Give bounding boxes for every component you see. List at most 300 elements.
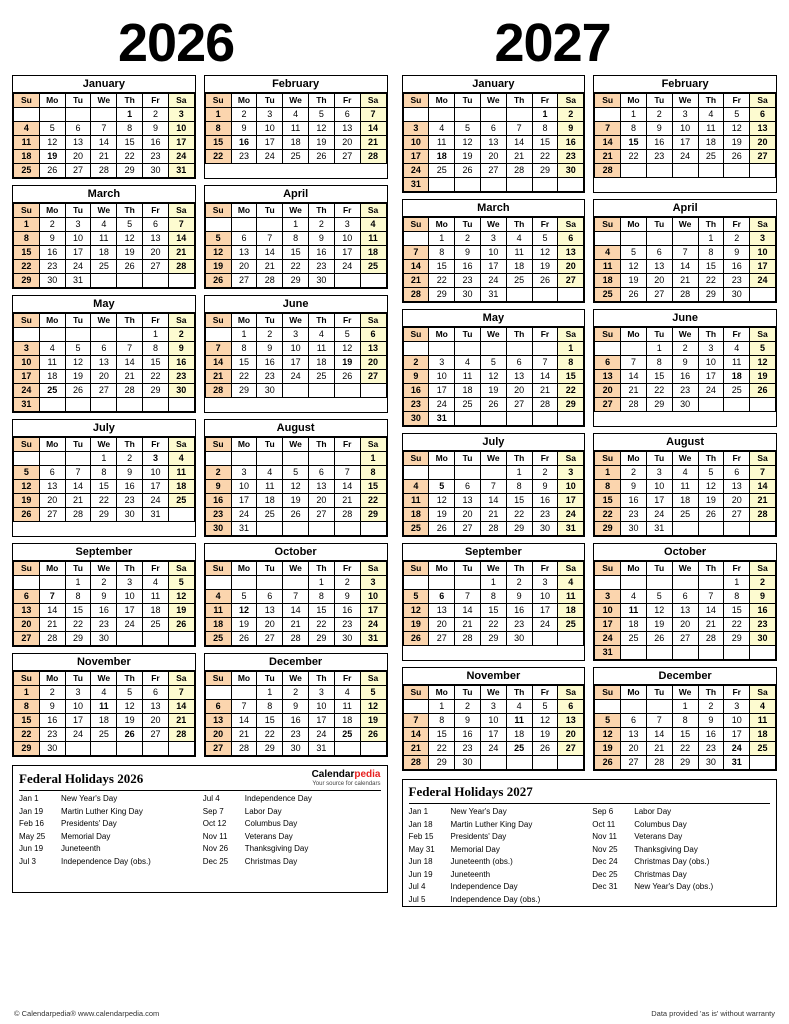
day-cell: 3 [257, 108, 283, 122]
day-cell-empty [309, 452, 335, 466]
holiday-item [19, 831, 197, 844]
day-cell-empty [455, 342, 481, 356]
weekday-header-sa: Sa [168, 438, 194, 452]
day-cell: 23 [39, 728, 65, 742]
holidays-title: Federal Holidays 2026 [19, 771, 144, 787]
day-cell: 29 [231, 384, 257, 398]
month-january-2026 [12, 75, 196, 179]
day-cell: 4 [698, 108, 724, 122]
day-cell: 14 [621, 370, 647, 384]
day-cell: 28 [205, 384, 231, 398]
day-cell: 10 [480, 714, 506, 728]
day-cell-empty [257, 522, 283, 536]
holidays-header [409, 784, 771, 800]
month-may-2027 [402, 309, 586, 427]
weekday-header-sa: Sa [360, 204, 386, 218]
months-grid-2027 [402, 75, 778, 771]
weekday-header-sa: Sa [750, 328, 776, 342]
holiday-item [409, 831, 587, 844]
holidays-column-right [203, 793, 381, 868]
weekday-header-su: Su [595, 452, 621, 466]
day-cell-empty [257, 452, 283, 466]
month-november-2027 [402, 667, 586, 771]
day-cell-empty [168, 274, 194, 288]
day-cell: 2 [231, 108, 257, 122]
day-cell: 24 [646, 508, 672, 522]
day-cell: 30 [750, 632, 776, 646]
month-table [403, 561, 585, 646]
day-cell: 30 [698, 756, 724, 770]
day-cell-empty [429, 466, 455, 480]
day-cell: 5 [309, 108, 335, 122]
weekday-header-fr: Fr [724, 562, 750, 576]
day-cell: 25 [257, 508, 283, 522]
day-cell: 7 [205, 342, 231, 356]
day-cell: 22 [143, 370, 169, 384]
weekday-header-we: We [672, 562, 698, 576]
day-cell: 11 [595, 260, 621, 274]
month-table [205, 671, 387, 756]
day-cell: 17 [117, 604, 143, 618]
day-cell: 29 [143, 384, 169, 398]
day-cell-empty [750, 646, 776, 660]
weekday-header-fr: Fr [143, 438, 169, 452]
day-cell: 19 [39, 150, 65, 164]
day-cell: 10 [334, 232, 360, 246]
day-cell-empty [672, 232, 698, 246]
month-name: October [205, 544, 387, 561]
day-cell: 9 [506, 590, 532, 604]
holiday-item [203, 793, 381, 806]
weekday-header-tu: Tu [646, 328, 672, 342]
day-cell: 21 [698, 618, 724, 632]
holiday-date: May 31 [408, 844, 435, 854]
day-cell: 14 [698, 604, 724, 618]
day-cell: 20 [595, 384, 621, 398]
day-cell: 6 [65, 122, 91, 136]
holiday-item [203, 831, 381, 844]
weekday-header-su: Su [595, 218, 621, 232]
day-cell: 21 [750, 494, 776, 508]
day-cell: 12 [455, 136, 481, 150]
month-january-2027 [402, 75, 586, 193]
weekday-header-tu: Tu [65, 204, 91, 218]
day-cell: 8 [595, 480, 621, 494]
day-cell-empty [480, 108, 506, 122]
day-cell: 11 [506, 714, 532, 728]
month-name: January [403, 76, 585, 93]
weekday-header-tu: Tu [455, 686, 481, 700]
day-cell: 3 [724, 700, 750, 714]
weekday-header-tu: Tu [646, 686, 672, 700]
weekday-header-su: Su [403, 94, 429, 108]
weekday-header-we: We [480, 562, 506, 576]
weekday-header-sa: Sa [558, 94, 584, 108]
day-cell: 2 [455, 232, 481, 246]
day-cell: 27 [39, 508, 65, 522]
day-cell: 10 [143, 466, 169, 480]
day-cell-empty [65, 452, 91, 466]
day-cell: 27 [672, 632, 698, 646]
day-cell: 27 [558, 274, 584, 288]
day-cell: 30 [143, 164, 169, 178]
holiday-item [203, 818, 381, 831]
day-cell: 23 [403, 398, 429, 412]
holiday-item [592, 856, 770, 869]
day-cell-empty [646, 646, 672, 660]
day-cell: 18 [429, 150, 455, 164]
day-cell: 21 [506, 150, 532, 164]
day-cell: 12 [646, 604, 672, 618]
holiday-date: Nov 11 [202, 831, 228, 841]
day-cell: 28 [283, 632, 309, 646]
day-cell: 6 [646, 246, 672, 260]
day-cell: 26 [532, 274, 558, 288]
holiday-name: Independence Day [244, 794, 312, 804]
day-cell-empty [750, 398, 776, 412]
day-cell: 24 [143, 494, 169, 508]
day-cell: 26 [205, 274, 231, 288]
day-cell: 12 [532, 246, 558, 260]
day-cell: 13 [39, 480, 65, 494]
day-cell: 30 [621, 522, 647, 536]
day-cell-empty [480, 756, 506, 770]
day-cell: 8 [283, 232, 309, 246]
months-grid-2026 [12, 75, 388, 757]
day-cell: 7 [360, 108, 386, 122]
month-table [403, 685, 585, 770]
day-cell: 27 [506, 398, 532, 412]
day-cell: 7 [91, 122, 117, 136]
day-cell: 28 [532, 398, 558, 412]
day-cell: 11 [621, 604, 647, 618]
day-cell-empty [91, 274, 117, 288]
weekday-header-we: We [283, 562, 309, 576]
day-cell: 1 [506, 466, 532, 480]
day-cell: 20 [65, 150, 91, 164]
day-cell: 10 [117, 590, 143, 604]
day-cell-empty [455, 108, 481, 122]
day-cell-empty [724, 398, 750, 412]
weekday-header-sa: Sa [168, 94, 194, 108]
day-cell: 25 [91, 260, 117, 274]
day-cell: 6 [257, 590, 283, 604]
day-cell: 8 [309, 590, 335, 604]
weekday-header-mo: Mo [231, 562, 257, 576]
month-table [403, 217, 585, 302]
day-cell: 11 [14, 136, 40, 150]
day-cell: 23 [558, 150, 584, 164]
weekday-header-sa: Sa [168, 562, 194, 576]
day-cell: 15 [698, 260, 724, 274]
month-name: September [13, 544, 195, 561]
day-cell: 11 [455, 370, 481, 384]
day-cell: 18 [698, 136, 724, 150]
day-cell-empty [750, 164, 776, 178]
day-cell: 7 [672, 246, 698, 260]
holiday-name: Columbus Day [244, 819, 298, 829]
day-cell: 8 [14, 232, 40, 246]
weekday-header-sa: Sa [360, 562, 386, 576]
day-cell: 14 [257, 246, 283, 260]
weekday-header-mo: Mo [39, 94, 65, 108]
day-cell: 26 [698, 508, 724, 522]
weekday-header-fr: Fr [724, 452, 750, 466]
day-cell-empty [558, 632, 584, 646]
day-cell: 29 [429, 288, 455, 302]
day-cell-empty [14, 452, 40, 466]
day-cell-empty [672, 522, 698, 536]
day-cell-empty [480, 342, 506, 356]
day-cell: 30 [257, 384, 283, 398]
day-cell: 19 [724, 136, 750, 150]
day-cell: 20 [455, 508, 481, 522]
brand-name-2: pedia [354, 769, 381, 781]
day-cell: 11 [283, 122, 309, 136]
month-name: January [13, 76, 195, 93]
day-cell: 17 [646, 494, 672, 508]
day-cell: 29 [14, 742, 40, 756]
holiday-name: Labor Day [634, 807, 672, 817]
day-cell: 23 [117, 494, 143, 508]
weekday-header-th: Th [698, 328, 724, 342]
day-cell-empty [750, 756, 776, 770]
day-cell-empty [205, 328, 231, 342]
day-cell: 15 [360, 480, 386, 494]
day-cell-empty [698, 576, 724, 590]
day-cell-empty [14, 328, 40, 342]
day-cell: 26 [532, 742, 558, 756]
day-cell: 13 [205, 714, 231, 728]
page-footer [0, 1009, 789, 1018]
holiday-item [409, 894, 587, 907]
day-cell: 2 [283, 686, 309, 700]
day-cell: 28 [168, 728, 194, 742]
day-cell: 20 [646, 274, 672, 288]
weekday-header-mo: Mo [39, 204, 65, 218]
day-cell: 15 [724, 604, 750, 618]
day-cell: 6 [231, 232, 257, 246]
weekday-header-su: Su [595, 686, 621, 700]
day-cell-empty [65, 398, 91, 412]
day-cell-empty [334, 274, 360, 288]
weekday-header-mo: Mo [429, 218, 455, 232]
weekday-header-sa: Sa [750, 562, 776, 576]
day-cell: 6 [455, 480, 481, 494]
day-cell: 3 [231, 466, 257, 480]
day-cell: 19 [14, 494, 40, 508]
day-cell: 26 [403, 632, 429, 646]
day-cell-empty [506, 756, 532, 770]
day-cell: 8 [558, 356, 584, 370]
weekday-header-mo: Mo [231, 204, 257, 218]
day-cell-empty [168, 508, 194, 522]
weekday-header-we: We [283, 314, 309, 328]
weekday-header-fr: Fr [724, 94, 750, 108]
day-cell-empty [532, 412, 558, 426]
weekday-header-we: We [480, 328, 506, 342]
day-cell: 3 [360, 576, 386, 590]
day-cell: 21 [168, 714, 194, 728]
day-cell: 12 [403, 604, 429, 618]
day-cell: 25 [403, 522, 429, 536]
day-cell: 29 [595, 522, 621, 536]
day-cell: 7 [39, 590, 65, 604]
day-cell: 29 [698, 288, 724, 302]
day-cell: 10 [65, 232, 91, 246]
day-cell: 9 [455, 714, 481, 728]
day-cell: 17 [672, 136, 698, 150]
holiday-name: Juneteenth [61, 844, 101, 854]
weekday-header-mo: Mo [39, 562, 65, 576]
day-cell-empty [480, 412, 506, 426]
day-cell: 1 [14, 218, 40, 232]
day-cell: 31 [309, 742, 335, 756]
weekday-header-fr: Fr [532, 686, 558, 700]
weekday-header-we: We [91, 204, 117, 218]
day-cell: 11 [168, 466, 194, 480]
holiday-date: Dec 31 [592, 882, 618, 892]
weekday-header-fr: Fr [334, 562, 360, 576]
day-cell: 8 [724, 590, 750, 604]
weekday-header-th: Th [309, 314, 335, 328]
day-cell: 11 [698, 122, 724, 136]
day-cell: 11 [429, 136, 455, 150]
day-cell: 23 [646, 150, 672, 164]
day-cell: 2 [39, 218, 65, 232]
day-cell: 8 [429, 714, 455, 728]
day-cell-empty [672, 576, 698, 590]
day-cell: 4 [143, 576, 169, 590]
holiday-date: Nov 26 [202, 844, 229, 854]
day-cell: 19 [455, 150, 481, 164]
year-titles [0, 0, 789, 75]
month-table [594, 93, 776, 178]
day-cell: 22 [91, 494, 117, 508]
day-cell: 18 [14, 150, 40, 164]
day-cell: 27 [231, 274, 257, 288]
day-cell: 31 [360, 632, 386, 646]
day-cell: 6 [480, 122, 506, 136]
day-cell: 7 [231, 700, 257, 714]
day-cell: 18 [506, 260, 532, 274]
day-cell: 21 [646, 742, 672, 756]
day-cell: 4 [558, 576, 584, 590]
weekday-header-we: We [91, 94, 117, 108]
day-cell: 7 [334, 466, 360, 480]
day-cell: 18 [168, 480, 194, 494]
brand-tagline: Your source for calendars [312, 780, 381, 787]
day-cell: 21 [334, 494, 360, 508]
day-cell: 3 [403, 122, 429, 136]
weekday-header-tu: Tu [65, 314, 91, 328]
day-cell: 16 [506, 604, 532, 618]
day-cell-empty [91, 742, 117, 756]
day-cell: 8 [205, 122, 231, 136]
day-cell-empty [205, 576, 231, 590]
day-cell-empty [117, 742, 143, 756]
day-cell-empty [750, 288, 776, 302]
weekday-header-sa: Sa [168, 672, 194, 686]
holidays-lists [19, 790, 381, 868]
day-cell: 21 [117, 370, 143, 384]
day-cell: 15 [429, 728, 455, 742]
day-cell: 19 [205, 260, 231, 274]
day-cell: 15 [283, 246, 309, 260]
holiday-item [19, 806, 197, 819]
day-cell: 15 [532, 136, 558, 150]
weekday-header-sa: Sa [360, 94, 386, 108]
holiday-date: Jul 3 [19, 856, 36, 866]
day-cell: 6 [143, 686, 169, 700]
day-cell: 17 [143, 480, 169, 494]
day-cell: 12 [39, 136, 65, 150]
weekday-header-we: We [283, 204, 309, 218]
day-cell: 22 [117, 150, 143, 164]
weekday-header-mo: Mo [621, 218, 647, 232]
day-cell: 12 [117, 232, 143, 246]
weekday-header-su: Su [403, 218, 429, 232]
day-cell: 8 [231, 342, 257, 356]
weekday-header-we: We [480, 452, 506, 466]
day-cell: 15 [65, 604, 91, 618]
day-cell: 31 [231, 522, 257, 536]
day-cell: 15 [309, 604, 335, 618]
weekday-header-th: Th [506, 452, 532, 466]
day-cell: 10 [309, 700, 335, 714]
day-cell-empty [231, 218, 257, 232]
month-june-2026 [204, 295, 388, 413]
year-title-right: 2027 [494, 13, 611, 73]
day-cell: 2 [91, 576, 117, 590]
day-cell: 10 [168, 122, 194, 136]
day-cell: 2 [646, 108, 672, 122]
day-cell: 9 [205, 480, 231, 494]
day-cell: 15 [480, 604, 506, 618]
day-cell-empty [231, 686, 257, 700]
day-cell: 9 [168, 342, 194, 356]
day-cell: 3 [480, 232, 506, 246]
day-cell: 2 [724, 232, 750, 246]
day-cell: 5 [14, 466, 40, 480]
day-cell: 21 [91, 150, 117, 164]
day-cell: 9 [334, 590, 360, 604]
day-cell: 19 [231, 618, 257, 632]
day-cell: 16 [168, 356, 194, 370]
day-cell: 1 [672, 700, 698, 714]
day-cell: 11 [334, 700, 360, 714]
month-name: May [403, 310, 585, 327]
day-cell: 28 [646, 756, 672, 770]
day-cell: 19 [595, 742, 621, 756]
day-cell: 28 [334, 508, 360, 522]
day-cell: 28 [360, 150, 386, 164]
day-cell-empty [621, 164, 647, 178]
day-cell: 26 [646, 632, 672, 646]
day-cell: 22 [283, 260, 309, 274]
holiday-name: Christmas Day [634, 869, 687, 879]
day-cell-empty [334, 384, 360, 398]
weekday-header-we: We [91, 672, 117, 686]
weekday-header-fr: Fr [334, 438, 360, 452]
weekday-header-fr: Fr [532, 328, 558, 342]
holiday-date: Oct 11 [592, 819, 616, 829]
day-cell: 8 [646, 356, 672, 370]
holiday-item [203, 843, 381, 856]
day-cell: 1 [429, 232, 455, 246]
weekday-header-tu: Tu [65, 672, 91, 686]
day-cell: 3 [595, 590, 621, 604]
